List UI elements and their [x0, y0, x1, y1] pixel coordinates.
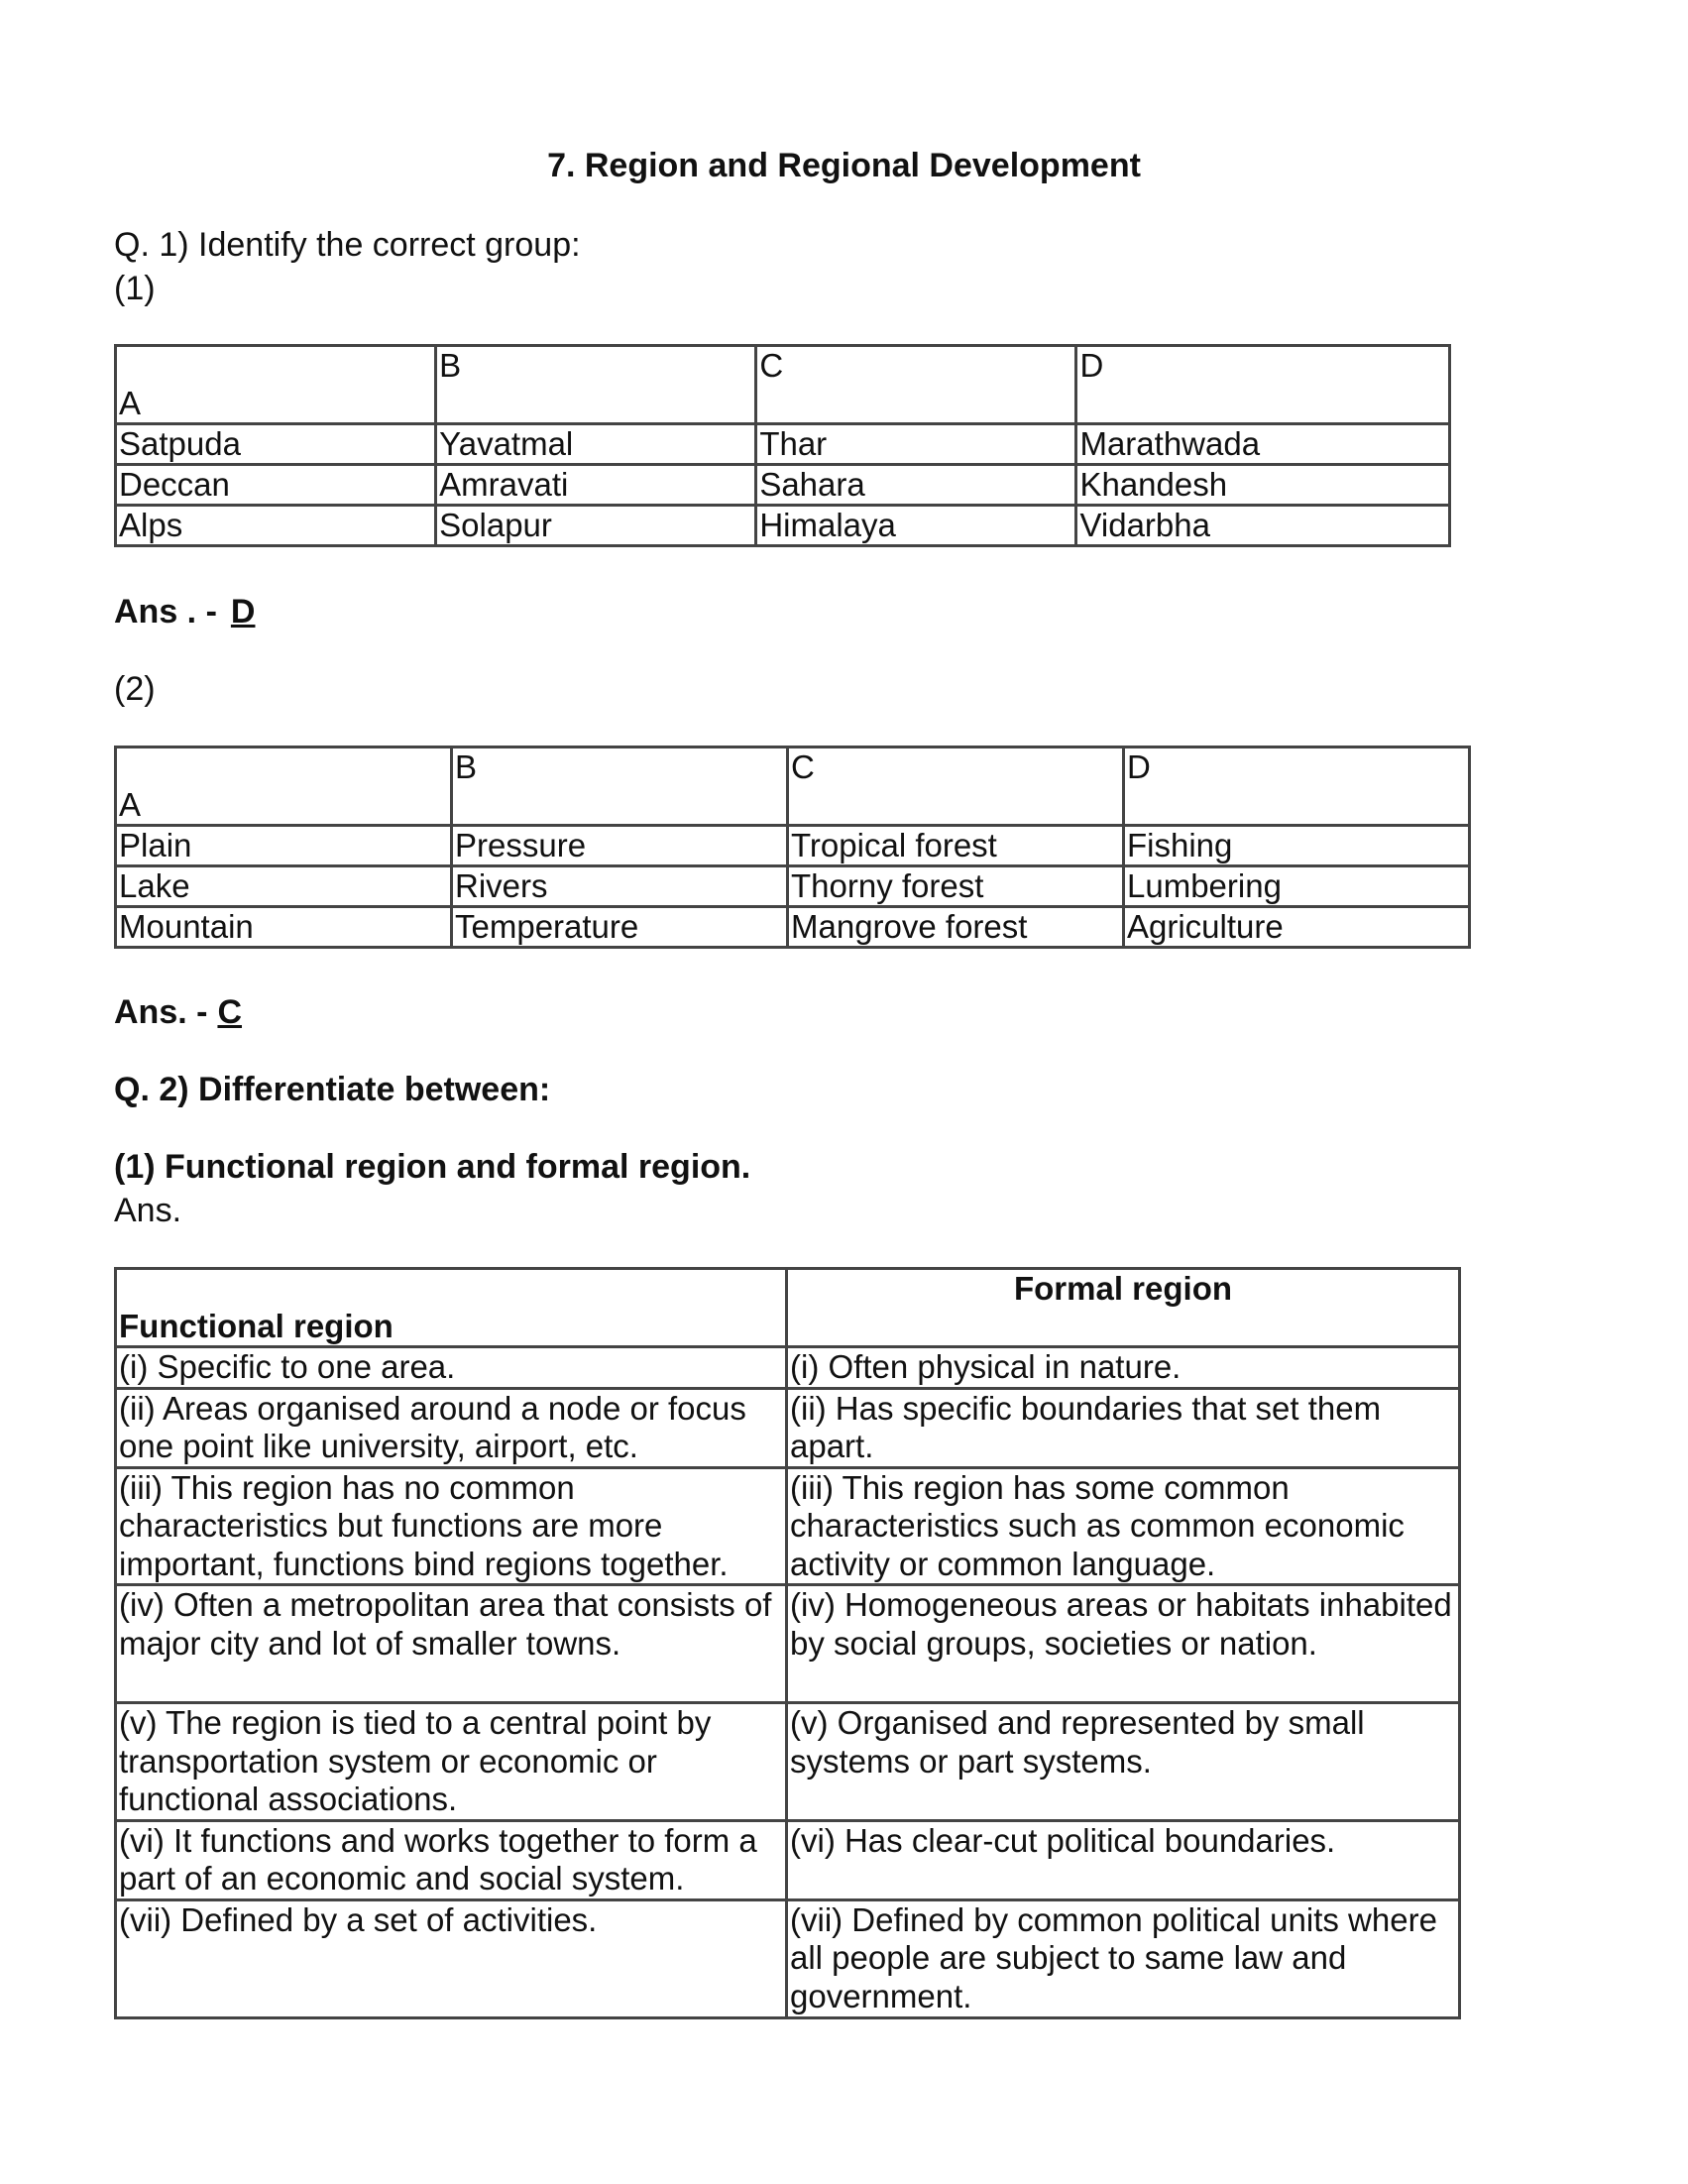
answer-1	[114, 593, 255, 632]
table-cell: Mangrove forest	[788, 907, 1124, 948]
table-cell: Yavatmal	[436, 424, 756, 465]
table-cell: (v) The region is tied to a central point by transportation system or economic or functional associations.	[116, 1703, 787, 1821]
table-cell: (v) Organised and represented by small systems or part systems.	[787, 1703, 1460, 1821]
table-row	[116, 465, 1450, 506]
question-2: Q. 2) Differentiate between:	[114, 1071, 551, 1108]
table-row	[116, 506, 1450, 546]
table-cell: Solapur	[436, 506, 756, 546]
table-row	[116, 1703, 1460, 1821]
header-cell: A	[116, 747, 452, 826]
table-cell: Pressure	[452, 826, 788, 866]
table-cell: Lake	[116, 866, 452, 907]
table-cell: Lumbering	[1124, 866, 1470, 907]
table-cell: (i) Often physical in nature.	[787, 1347, 1460, 1389]
page-title: 7. Region and Regional Development	[547, 147, 1141, 184]
group-table-1	[114, 344, 1451, 547]
part-1-number: (1)	[114, 270, 156, 307]
header-cell: A	[116, 346, 436, 424]
header-cell: Functional region	[116, 1269, 787, 1347]
answer-label: Ans. -	[114, 993, 208, 1031]
table-row	[116, 1585, 1460, 1703]
table-cell: (iv) Often a metropolitan area that consists of major city and lot of smaller towns.	[116, 1585, 787, 1703]
table-row	[116, 424, 1450, 465]
table-row	[116, 1347, 1460, 1389]
table-cell: Rivers	[452, 866, 788, 907]
table-cell: Agriculture	[1124, 907, 1470, 948]
table-header-row	[116, 747, 1470, 826]
table-cell: (iii) This region has no common characteristics but functions are more important, functions bind regions together.	[116, 1467, 787, 1585]
part-2-number: (2)	[114, 670, 156, 708]
comparison-table	[114, 1267, 1461, 2019]
table-row	[116, 826, 1470, 866]
header-cell: B	[436, 346, 756, 424]
table-cell: Himalaya	[756, 506, 1076, 546]
table-cell: (iv) Homogeneous areas or habitats inhabited by social groups, societies or nation.	[787, 1585, 1460, 1703]
table-row	[116, 1820, 1460, 1899]
header-cell: C	[756, 346, 1076, 424]
table-cell: (vi) Has clear-cut political boundaries.	[787, 1820, 1460, 1899]
table-header-row	[116, 346, 1450, 424]
header-cell: D	[1124, 747, 1470, 826]
table-cell: Temperature	[452, 907, 788, 948]
table-row	[116, 1899, 1460, 2017]
table-cell: Sahara	[756, 465, 1076, 506]
table-row	[116, 1467, 1460, 1585]
table-cell: Marathwada	[1076, 424, 1450, 465]
question-1: Q. 1) Identify the correct group:	[114, 226, 581, 264]
table-cell: Amravati	[436, 465, 756, 506]
table-row	[116, 1388, 1460, 1467]
sub-question-heading: (1) Functional region and formal region.	[114, 1148, 751, 1186]
answer-label: Ans . -	[114, 593, 217, 631]
group-table-2	[114, 746, 1471, 949]
table-cell: (iii) This region has some common characteristics such as common economic activity or common language.	[787, 1467, 1460, 1585]
table-cell: (i) Specific to one area.	[116, 1347, 787, 1389]
table-cell: Vidarbha	[1076, 506, 1450, 546]
table-cell: Mountain	[116, 907, 452, 948]
header-cell: Formal region	[787, 1269, 1460, 1347]
table-cell: Deccan	[116, 465, 436, 506]
answer-label: Ans.	[114, 1192, 182, 1229]
table-cell: Thorny forest	[788, 866, 1124, 907]
table-cell: (vi) It functions and works together to form a part of an economic and social system.	[116, 1820, 787, 1899]
answer-value: D	[230, 593, 256, 631]
table-cell: Satpuda	[116, 424, 436, 465]
table-cell: Khandesh	[1076, 465, 1450, 506]
table-cell: (vii) Defined by common political units where all people are subject to same law and government.	[787, 1899, 1460, 2017]
table-cell: Thar	[756, 424, 1076, 465]
table-cell: Alps	[116, 506, 436, 546]
table-cell: (ii) Areas organised around a node or focus one point like university, airport, etc.	[116, 1388, 787, 1467]
answer-value: C	[217, 993, 243, 1031]
table-row	[116, 907, 1470, 948]
header-cell: D	[1076, 346, 1450, 424]
header-cell: C	[788, 747, 1124, 826]
table-cell: Tropical forest	[788, 826, 1124, 866]
table-header-row	[116, 1269, 1460, 1347]
table-cell: (ii) Has specific boundaries that set them apart.	[787, 1388, 1460, 1467]
table-cell: Fishing	[1124, 826, 1470, 866]
table-cell: Plain	[116, 826, 452, 866]
table-row	[116, 866, 1470, 907]
answer-2	[114, 993, 242, 1032]
table-cell: (vii) Defined by a set of activities.	[116, 1899, 787, 2017]
header-cell: B	[452, 747, 788, 826]
